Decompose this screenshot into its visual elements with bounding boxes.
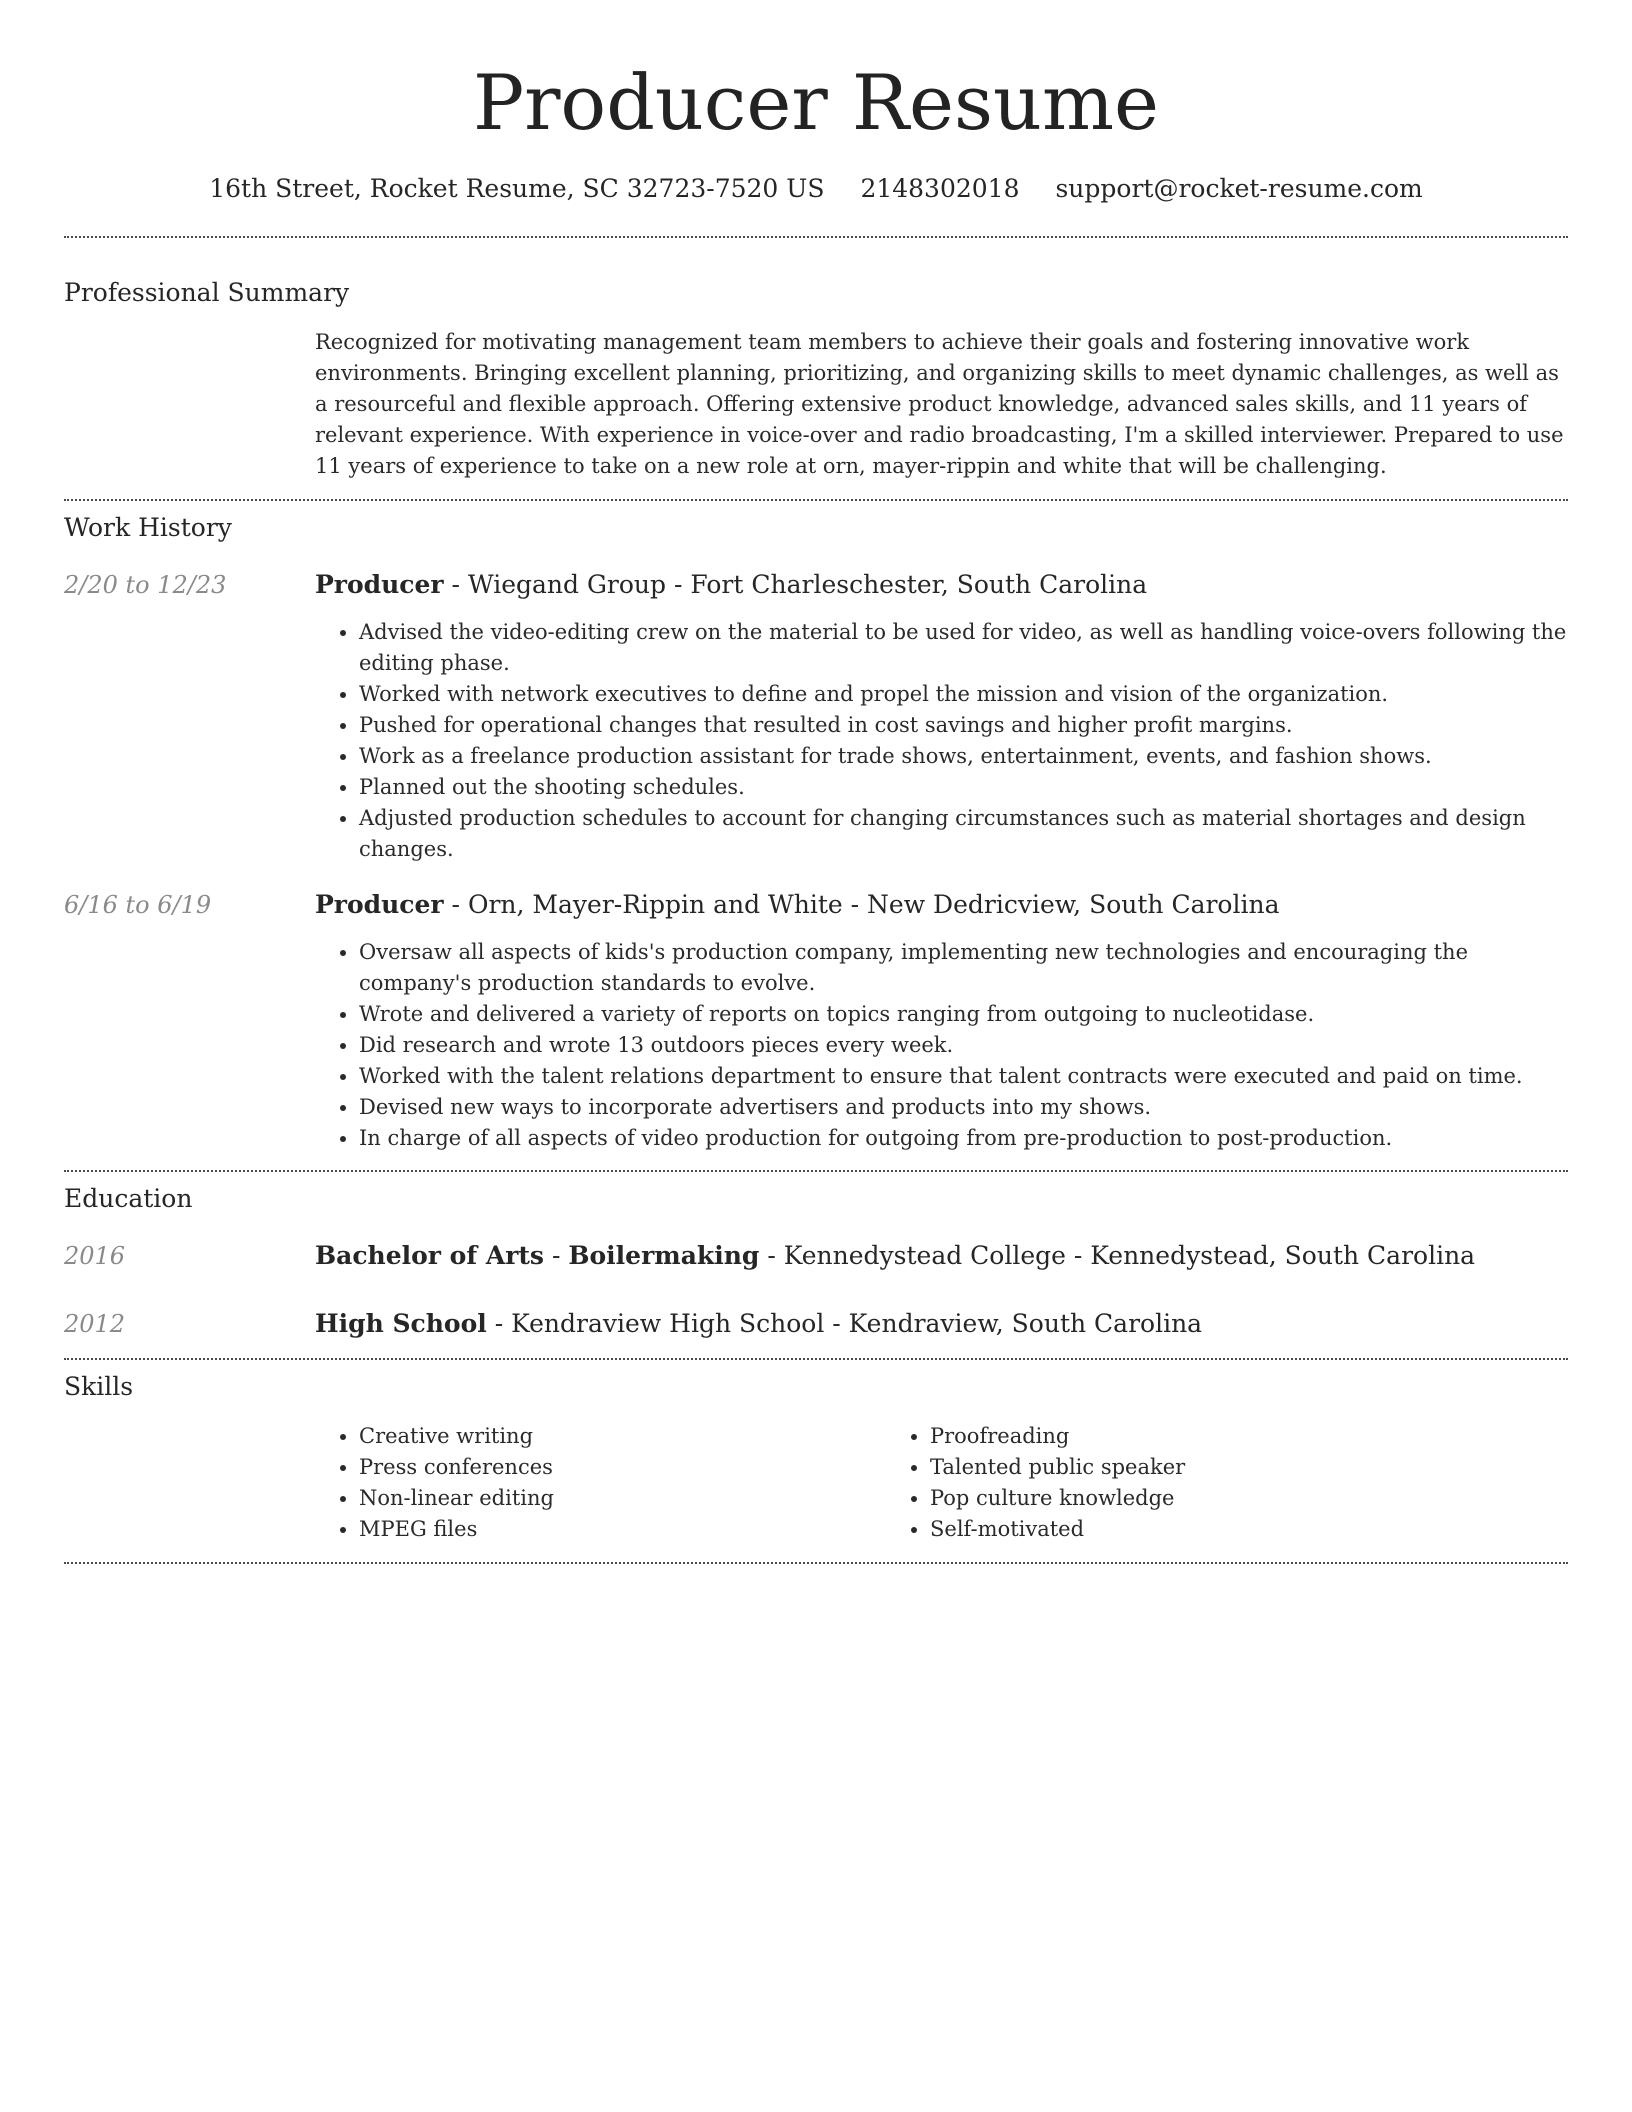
contact-phone: 2148302018 [860, 174, 1020, 203]
skill-item: • Non-linear editing [359, 1483, 886, 1514]
contact-address: 16th Street, Rocket Resume, SC 32723-7520 US [209, 174, 825, 203]
education-degree: High School [315, 1309, 487, 1338]
skills-section [64, 1360, 1568, 1562]
job-bullet: • Pushed for operational changes that resulted in cost savings and higher profit margins. [359, 710, 1568, 741]
job-title: Producer - Wiegand Group - Fort Charleschester, South Carolina [315, 570, 1148, 599]
job-bullet: • In charge of all aspects of video production for outgoing from pre-production to post-production. [359, 1123, 1568, 1154]
job-dates: 2/20 to 12/23 [64, 571, 227, 599]
skill-item: • Proofreading [930, 1421, 1457, 1452]
skill-item: • MPEG files [359, 1514, 886, 1545]
job-content [315, 889, 1568, 1154]
job-bullets [315, 617, 1568, 865]
divider [64, 1562, 1568, 1564]
skills-column-right [886, 1421, 1457, 1545]
job-bullet: • Worked with network executives to define and propel the mission and vision of the organization. [359, 679, 1568, 710]
education-school: Kendraview High School [511, 1309, 825, 1338]
job-bullets [315, 937, 1568, 1154]
skill-item: • Self-motivated [930, 1514, 1457, 1545]
job-dates: 6/16 to 6/19 [64, 891, 212, 919]
job-entry [64, 889, 1568, 1154]
contact-line [64, 172, 1568, 206]
resume-title: Producer Resume [472, 58, 1160, 147]
education-entry [64, 1308, 1568, 1340]
skills-grid [315, 1421, 1568, 1562]
skill-item: • Creative writing [359, 1421, 886, 1452]
work-history-section [64, 501, 1568, 1170]
job-location: New Dedricview, South Carolina [867, 890, 1280, 919]
education-title: High School - Kendraview High School - Kendraview, South Carolina [315, 1309, 1203, 1338]
summary-heading: Professional Summary [64, 278, 350, 307]
education-year: 2016 [64, 1242, 126, 1270]
skill-item: • Talented public speaker [930, 1452, 1457, 1483]
job-bullet: • Devised new ways to incorporate advertisers and products into my shows. [359, 1092, 1568, 1123]
job-content [315, 569, 1568, 865]
job-employer: Wiegand Group [467, 570, 667, 599]
job-bullet: • Oversaw all aspects of kids's production company, implementing new technologies and encouraging the company's production standards to evolve. [359, 937, 1568, 999]
job-role: Producer [315, 890, 444, 919]
job-bullet: • Planned out the shooting schedules. [359, 772, 1568, 803]
skill-item: • Pop culture knowledge [930, 1483, 1457, 1514]
work-history-heading: Work History [64, 513, 232, 542]
education-section [64, 1172, 1568, 1358]
job-bullet: • Wrote and delivered a variety of reports on topics ranging from outgoing to nucleotidase. [359, 999, 1568, 1030]
education-location: Kennedystead, South Carolina [1090, 1241, 1476, 1270]
education-entry [64, 1240, 1568, 1272]
summary-section [64, 238, 1568, 499]
summary-text: Recognized for motivating management team members to achieve their goals and fostering innovative work environments. Bringing excellent planning, prioritizing, and organizing skills to meet dynamic challenges, as well as a resourceful and flexible approach. Offering extensive product knowledge, advanced sales skills, and 11 years of relevant experience. With experience in voice-over and radio broadcasting, I'm a skilled interviewer. Prepared to use 11 years of experience to take on a new role at orn, mayer-rippin and white that will be challenging. [315, 330, 1564, 478]
education-field: Boilermaking [568, 1241, 760, 1270]
job-entry [64, 569, 1568, 865]
job-location: Fort Charleschester, South Carolina [690, 570, 1148, 599]
resume-page [64, 0, 1568, 1564]
skill-item: • Press conferences [359, 1452, 886, 1483]
skills-column-left [315, 1421, 886, 1545]
education-title: Bachelor of Arts - Boilermaking - Kennedystead College - Kennedystead, South Carolina [315, 1241, 1476, 1270]
job-bullet: • Worked with the talent relations department to ensure that talent contracts were executed and paid on time. [359, 1061, 1568, 1092]
education-degree: Bachelor of Arts [315, 1241, 545, 1270]
job-title: Producer - Orn, Mayer-Rippin and White - New Dedricview, South Carolina [315, 890, 1280, 919]
contact-email: support@rocket-resume.com [1055, 174, 1423, 203]
education-location: Kendraview, South Carolina [848, 1309, 1203, 1338]
job-bullet: • Work as a freelance production assistant for trade shows, entertainment, events, and fashion shows. [359, 741, 1568, 772]
education-school: Kennedystead College [783, 1241, 1066, 1270]
job-bullet: • Advised the video-editing crew on the material to be used for video, as well as handling voice-overs following the editing phase. [359, 617, 1568, 679]
job-bullet: • Adjusted production schedules to account for changing circumstances such as material shortages and design changes. [359, 803, 1568, 865]
skills-heading: Skills [64, 1372, 134, 1401]
education-heading: Education [64, 1184, 193, 1213]
education-year: 2012 [64, 1310, 126, 1338]
job-bullet: • Did research and wrote 13 outdoors pieces every week. [359, 1030, 1568, 1061]
job-role: Producer [315, 570, 444, 599]
job-employer: Orn, Mayer-Rippin and White [467, 890, 843, 919]
